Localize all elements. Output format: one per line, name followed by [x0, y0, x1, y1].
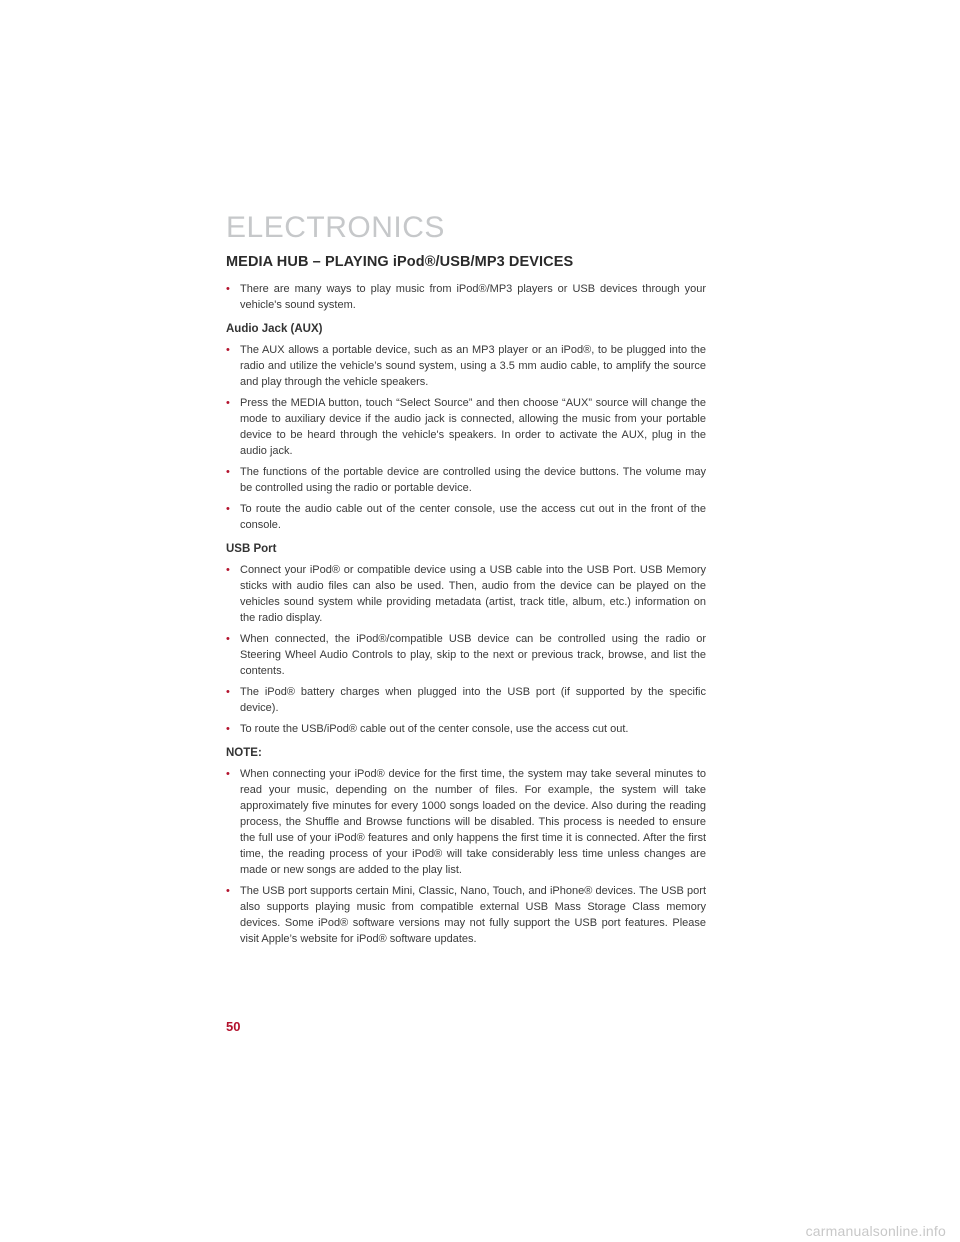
list-item	[226, 395, 706, 459]
aux-heading: Audio Jack (AUX)	[226, 323, 323, 335]
list-item-text: The functions of the portable device are controlled using the device buttons. The volume may be controlled using the radio or portable device.	[240, 466, 706, 494]
bullet-icon: •	[226, 885, 230, 897]
list-item-text: To route the USB/iPod® cable out of the center console, use the access cut out.	[240, 723, 629, 735]
bullet-icon: •	[226, 768, 230, 780]
list-item	[226, 342, 706, 390]
bullet-icon: •	[226, 397, 230, 409]
list-item	[226, 562, 706, 626]
list-item	[226, 721, 706, 737]
list-item-text: The USB port supports certain Mini, Classic, Nano, Touch, and iPhone® devices. The USB port also supports playing music from compatible external USB Mass Storage Class memory devices. Some iPod® software versions may not fully support the USB port features. Please visit Apple’s website for iPod® software updates.	[240, 885, 706, 945]
bullet-icon: •	[226, 344, 230, 356]
section-header: ELECTRONICS	[226, 211, 445, 244]
page-title: MEDIA HUB – PLAYING iPod®/USB/MP3 DEVICES	[226, 254, 574, 270]
list-item-text: Press the MEDIA button, touch “Select Source” and then choose “AUX” source will change the mode to auxiliary device if the audio jack is connected, allowing the music from your portable device to be heard through the vehicle's speakers. In order to activate the AUX, plug in the audio jack.	[240, 397, 706, 457]
page-number: 50	[226, 1019, 241, 1034]
aux-list	[226, 342, 706, 533]
list-item	[226, 684, 706, 716]
list-item-text: When connected, the iPod®/compatible USB device can be controlled using the radio or Steering Wheel Audio Controls to play, skip to the next or previous track, browse, and list the contents.	[240, 633, 706, 677]
bullet-icon: •	[226, 686, 230, 698]
list-item	[226, 281, 706, 313]
usb-heading: USB Port	[226, 543, 277, 555]
intro-list	[226, 281, 706, 313]
watermark-link[interactable]: carmanualsonline.info	[805, 1223, 946, 1239]
list-item-text: The iPod® battery charges when plugged into the USB port (if supported by the specific device).	[240, 686, 706, 714]
list-item-text: There are many ways to play music from iPod®/MP3 players or USB devices through your vehicle's sound system.	[240, 283, 706, 311]
list-item	[226, 883, 706, 947]
list-item-text: When connecting your iPod® device for the first time, the system may take several minutes to read your music, depending on the number of files. For example, the system will take approximately five minutes for every 1000 songs loaded on the device. Also during the reading process, the Shuffle and Browse functions will be disabled. This process is needed to ensure the full use of your iPod® features and only happens the first time it is connected. After the first time, the reading process of your iPod® will take considerably less time unless changes are made or new songs are added to the play list.	[240, 768, 706, 876]
bullet-icon: •	[226, 564, 230, 576]
list-item	[226, 464, 706, 496]
bullet-icon: •	[226, 283, 230, 295]
bullet-icon: •	[226, 633, 230, 645]
bullet-icon: •	[226, 503, 230, 515]
page-content	[226, 252, 706, 952]
list-item-text: To route the audio cable out of the center console, use the access cut out in the front of the console.	[240, 503, 706, 531]
usb-list	[226, 562, 706, 737]
list-item	[226, 766, 706, 878]
list-item-text: Connect your iPod® or compatible device using a USB cable into the USB Port. USB Memory sticks with audio files can also be used. Then, audio from the device can be played on the vehicles sound system while providing metadata (artist, track title, album, etc.) information on the radio display.	[240, 564, 706, 624]
bullet-icon: •	[226, 723, 230, 735]
note-list	[226, 766, 706, 947]
bullet-icon: •	[226, 466, 230, 478]
list-item-text: The AUX allows a portable device, such as an MP3 player or an iPod®, to be plugged into the radio and utilize the vehicle’s sound system, using a 3.5 mm audio cable, to amplify the source and play through the vehicle speakers.	[240, 344, 706, 388]
list-item	[226, 501, 706, 533]
note-heading: NOTE:	[226, 747, 262, 759]
list-item	[226, 631, 706, 679]
